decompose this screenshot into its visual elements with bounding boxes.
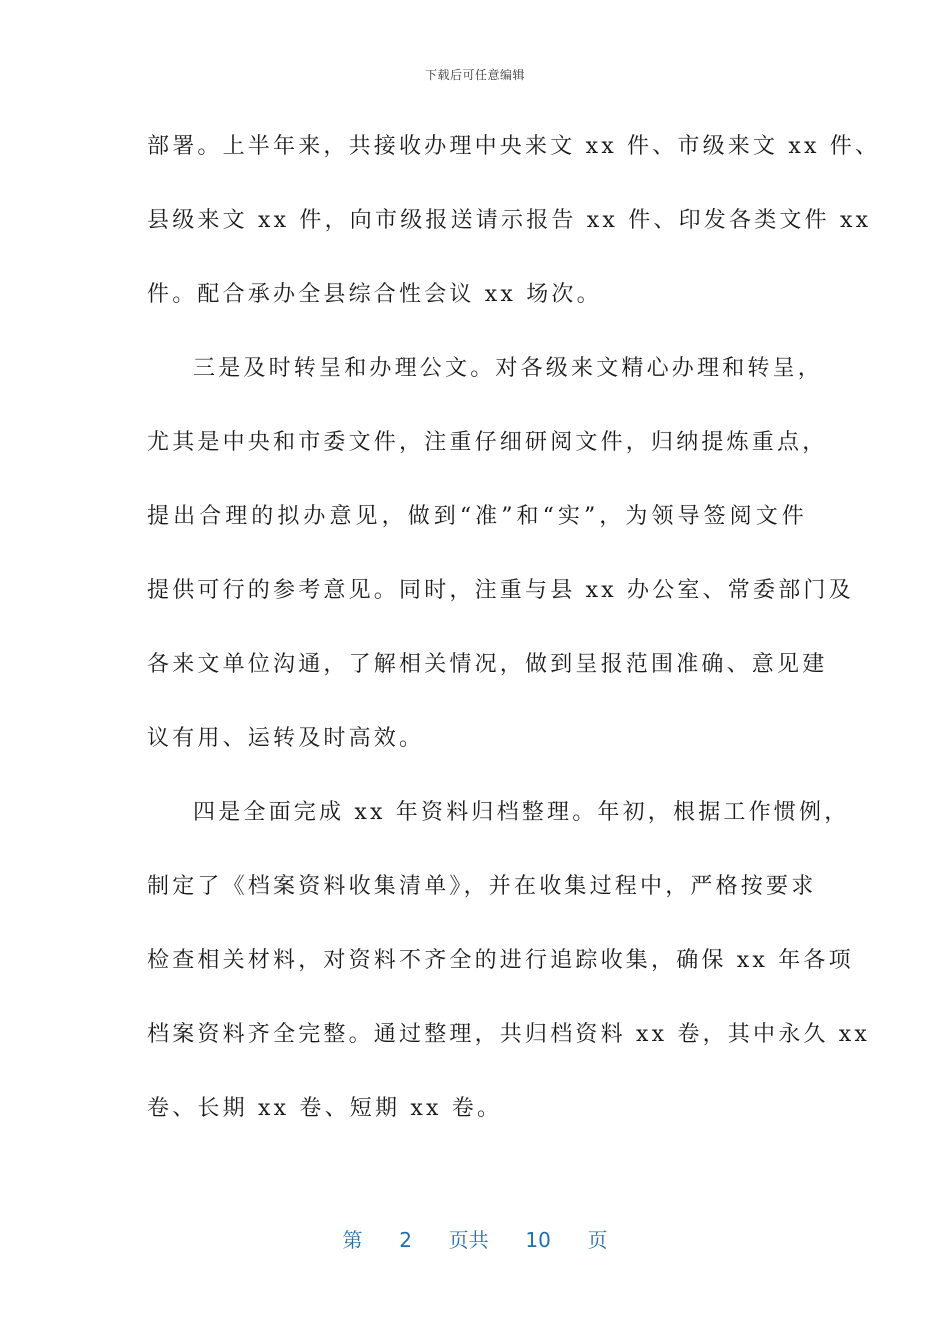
footer-middle: 页共 <box>448 1228 489 1252</box>
page-footer <box>0 1224 950 1253</box>
current-page-number: 2 <box>399 1228 412 1252</box>
text-line: 议有用、运转及时高效。 <box>147 726 425 751</box>
text-line: 提供可行的参考意见。同时，注重与县 xx 办公室、常委部门及 <box>147 578 854 603</box>
text-line: 卷、长期 xx 卷、短期 xx 卷。 <box>147 1096 503 1121</box>
text-line: 各来文单位沟通，了解相关情况，做到呈报范围准确、意见建 <box>147 652 828 677</box>
text-line: 尤其是中央和市委文件，注重仔细研阅文件，归纳提炼重点， <box>147 430 828 455</box>
text-line: 县级来文 xx 件，向市级报送请示报告 xx 件、印发各类文件 xx <box>147 208 872 233</box>
text-line: 三是及时转呈和办理公文。对各级来文精心办理和转呈， <box>193 356 824 381</box>
text-line: 部署。上半年来，共接收办理中央来文 xx 件、市级来文 xx 件、 <box>147 134 881 159</box>
header-note: 下载后可任意编辑 <box>424 68 525 82</box>
text-line: 检查相关材料，对资料不齐全的进行追踪收集，确保 xx 年各项 <box>147 948 854 973</box>
text-line: 件。配合承办全县综合性会议 xx 场次。 <box>147 282 602 307</box>
document-body <box>147 110 881 1146</box>
text-line: 档案资料齐全完整。通过整理，共归档资料 xx 卷，其中永久 xx <box>147 1022 871 1047</box>
text-line: 制定了《档案资料收集清单》，并在收集过程中，严格按要求 <box>147 874 817 899</box>
text-line: 四是全面完成 xx 年资料归档整理。年初，根据工作惯例， <box>193 800 850 825</box>
text-line: 提出合理的拟办意见，做到“准”和“实”，为领导签阅文件 <box>147 504 807 529</box>
footer-suffix: 页 <box>587 1228 608 1252</box>
total-page-count: 10 <box>525 1228 551 1252</box>
footer-prefix: 第 <box>342 1228 363 1252</box>
